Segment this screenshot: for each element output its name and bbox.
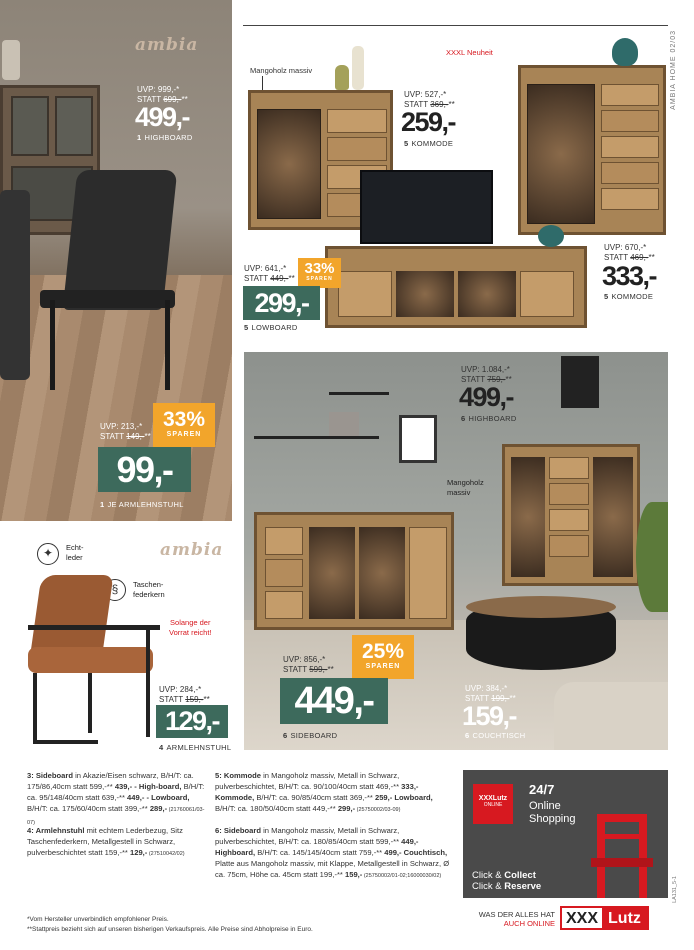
kommode-right-furniture [518,65,666,235]
lowboard-price: 299,- [243,286,320,320]
highboard6-price: 499,- [459,382,514,412]
promo-sub: Online Shopping [529,800,576,825]
highboard-uvp: UVP: 999,-* STATT 699,-** [137,85,188,104]
highboard6-label: 6 HIGHBOARD [461,414,517,423]
callout-xxxl-neuheit: XXXL Neuheit [446,48,493,57]
kommode-670-uvp: UVP: 670,-* STATT 469,-** [604,243,655,262]
desc-4: 4: Armlehnstuhl mit echtem Lederbezug, Sitz Taschenfederkern, Metallgestell in Schwarz, pulverbeschichtet statt 159,-** 129,- (27510042/02) [27,826,185,857]
armchair-top-price: 99,- [98,447,191,492]
callout-mangoholz-top: Mangoholz massiv [250,66,313,75]
click-reserve[interactable]: Click & Reserve [472,881,542,892]
sidebar-label: AMBIA HOME 02/03 [670,30,677,110]
sidebar-code: LA131_5-1 [672,876,678,903]
kommode-670-label: 5 KOMMODE [604,292,654,301]
kommode-527-price: 259,- [401,107,456,137]
click-collect[interactable]: Click & Collect [472,870,536,881]
callout-solange: Solange der Vorrat reicht! [169,618,212,637]
highboard-label: 1 HIGHBOARD [137,133,193,142]
footer-tagline: WAS DER ALLES HAT AUCH ONLINE [478,910,555,928]
lowboard-furniture [325,246,587,328]
callout-echtleder: Echt- leder [66,543,84,562]
callout-taschenfederkern: Taschen- federkern [133,580,165,599]
sideboard6-label: 6 SIDEBOARD [283,731,338,740]
vase-left [335,65,349,90]
armchair-bottom-price: 129,- [156,705,228,738]
kommode-527-uvp: UVP: 527,-* STATT 369,-** [404,90,455,109]
highboard6-uvp: UVP: 1.084,-* STATT 759,-** [461,365,512,384]
xxxlutz-logo[interactable]: XXX Lutz [560,906,649,930]
sideboard6-discount-badge: 25% SPAREN [352,635,414,679]
brand-logo-top: ambia [135,35,199,55]
couchtisch-uvp: UVP: 384,-* STATT 199,-** [465,684,516,703]
kommode-670-price: 333,- [602,261,657,291]
spring-icon: § [104,579,126,601]
brand-logo-bottom: ambia [160,540,224,560]
desc-6: 6: Sideboard in Mangoholz massiv, Metall in Schwarz, pulverbeschichtet, B/H/T: ca. 180/85/40cm statt 599,-** 449,- Highboard, B/H/T: ca. 145/145/40cm statt 759,-** 499,- Couchtisch, Platte aus Mangoholz massiv, mit Klappe, Metallgestell in Schwarz, Ø ca. 75cm, Höhe ca. 45cm statt 199,-** 159,- (25750002/01-02;16000030/02) [215,826,450,879]
armchair-black [63,170,178,310]
vase-tall [352,46,364,90]
desc-3: 3: Sideboard in Akazie/Eisen schwarz, B/H/T: ca. 175/86,40cm statt 599,-** 439,- - High-board, B/H/T: ca. 95/148/40cm statt 639,-** 449,- - Lowboard, B/H/T: ca. 175/60/40cm statt 399,-** 289,- (21760061/03-07) [27,771,205,826]
tv [360,170,493,244]
couchtisch-price: 159,- [462,701,517,731]
lowboard-uvp: UVP: 641,-* STATT 449,-** [244,264,295,283]
sideboard6-uvp: UVP: 856,-* STATT 599,-** [283,655,334,674]
lowboard-discount-badge: 33% SPAREN [298,258,341,288]
vase-teal [612,38,638,66]
armchair-cognac [28,575,163,750]
promo-box[interactable] [463,770,668,898]
armchair-top-uvp: UVP: 213,-* STATT 149,-** [100,422,151,441]
red-chair-graphic [591,814,659,898]
desc-5: 5: Kommode in Mangoholz massiv, Metall in Schwarz, pulverbeschichtet, B/H/T: ca. 90/100/40cm statt 469,-** 333,- Kommode, B/H/T: ca. 90/85/40cm statt 369,-** 259,- Lowboard, B/H/T: ca. 180/50/40cm statt 449,-** 299,- (25750002/03-09) [215,771,433,813]
armchair-top-discount-badge: 33% SPAREN [153,403,215,447]
footnote-1: *Vom Hersteller unverbindlich empfohlener Preis. [27,916,169,923]
sideboard6-price: 449,- [280,678,388,724]
callout-mangoholz-mid: Mangoholz massiv [447,478,484,497]
vase-on-lowboard [538,225,564,247]
promo-title: 24/7 [529,782,555,797]
armchair-bottom-uvp: UVP: 284,-* STATT 159,-** [159,685,210,704]
armchair-top-label: 1 JE ARMLEHNSTUHL [100,500,184,509]
highboard-price: 499,- [135,102,190,132]
leather-icon: ✦ [37,543,59,565]
armchair-bottom-label: 4 ARMLEHNSTUHL [159,743,232,752]
couchtisch-label: 6 COUCHTISCH [465,731,526,740]
kommode-527-label: 5 KOMMODE [404,139,454,148]
lowboard-label: 5 LOWBOARD [244,323,298,332]
footnote-2: **Stattpreis bezieht sich auf unseren bisherigen Verkaufspreis. Alle Preise sind Abholpreise in Euro. [27,926,313,933]
xxxlutz-online-logo: XXXLutz ONLINE [473,784,513,824]
top-rule [243,25,668,26]
